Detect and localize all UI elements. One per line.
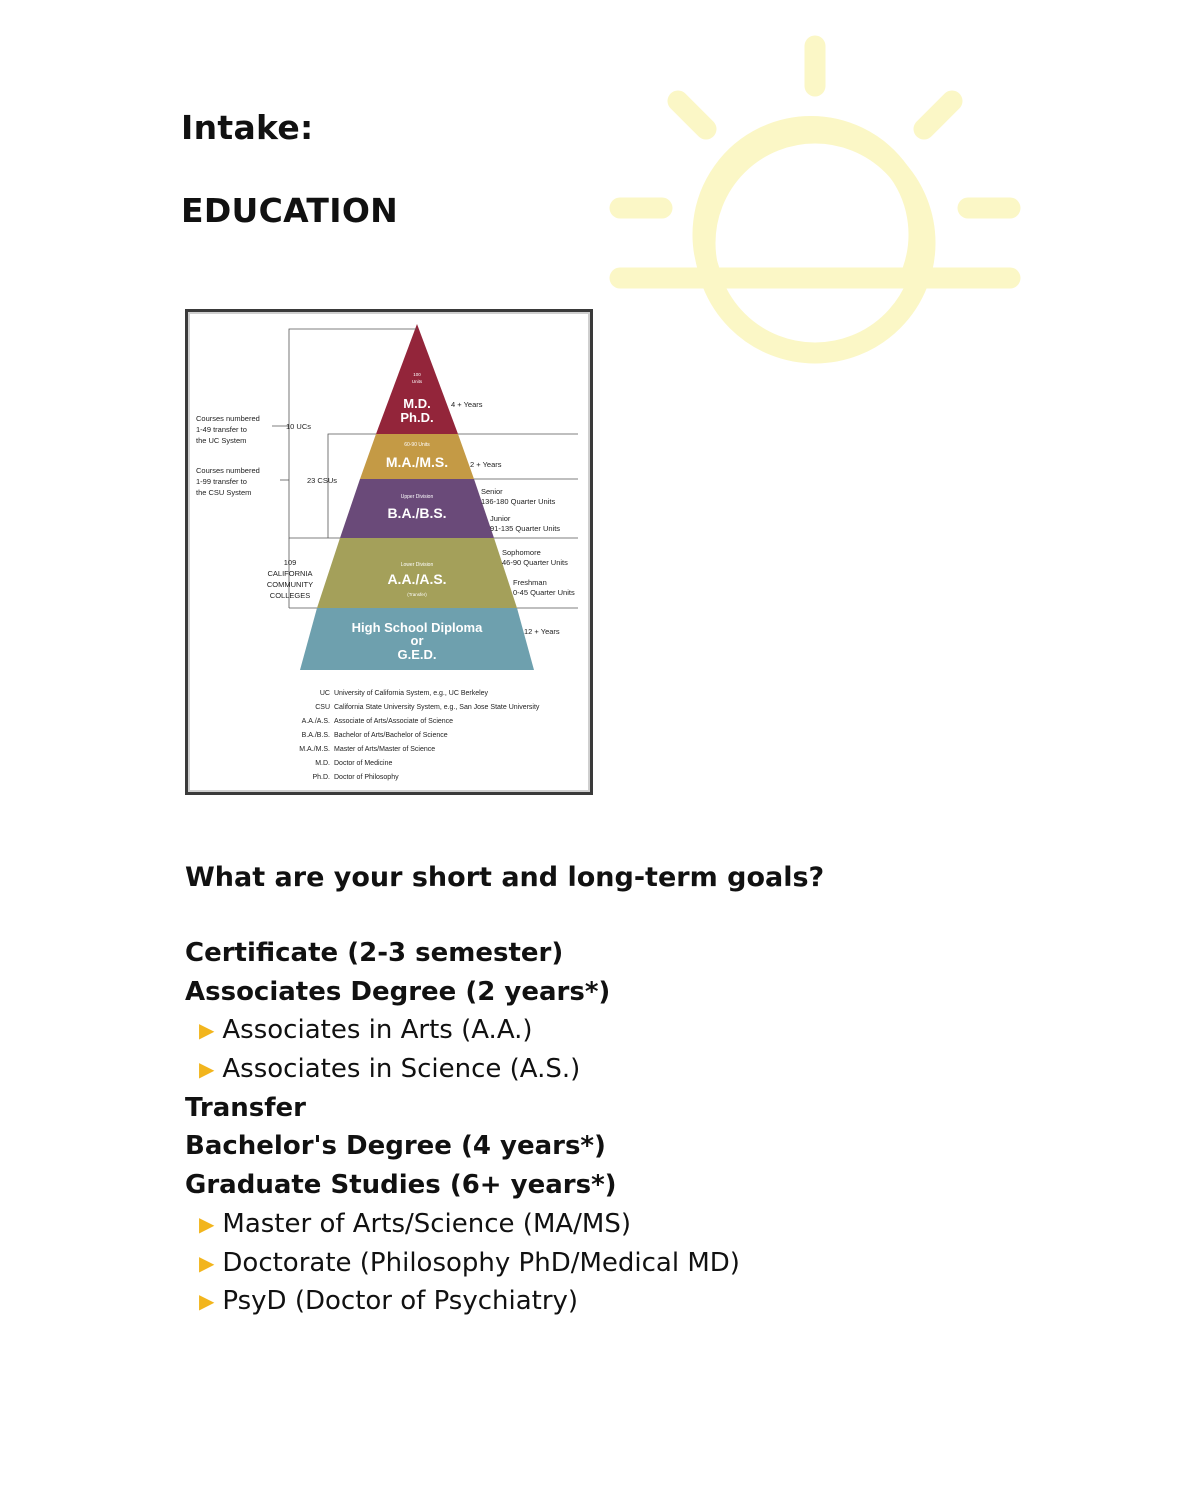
legend-abbr: M.D. xyxy=(315,760,330,767)
goal-sub-item xyxy=(185,1282,740,1321)
legend-abbr: CSU xyxy=(315,704,330,711)
legend-abbr: M.A./M.S. xyxy=(299,746,330,753)
goal-label: Bachelor's Degree (4 years*) xyxy=(185,1131,606,1162)
goal-sub-item xyxy=(185,1050,740,1089)
pyramid-tier-hs xyxy=(300,608,534,670)
goal-item xyxy=(185,1089,740,1128)
goal-sub-item xyxy=(185,1011,740,1050)
goal-label: Certificate (2-3 semester) xyxy=(185,938,564,968)
goal-sub-item xyxy=(185,1244,740,1283)
bullet-arrow-icon: ▶ xyxy=(199,1211,215,1236)
bullet-arrow-icon: ▶ xyxy=(199,1250,215,1275)
goals-list xyxy=(185,934,740,1321)
pyramid-tier-aaas xyxy=(317,538,517,608)
goal-label: Transfer xyxy=(185,1092,306,1123)
goal-sub-item xyxy=(185,1205,740,1244)
legend-def: California State University System, e.g., San Jose State University xyxy=(334,704,540,711)
tier-units: 100 Units xyxy=(411,372,423,384)
transfer-note: Courses numbered 1-49 transfer to the UC System xyxy=(196,414,260,445)
tier-label: B.A./B.S. xyxy=(387,505,447,521)
bullet-arrow-icon: ▶ xyxy=(199,1289,215,1314)
goal-item xyxy=(185,973,740,1012)
legend-def: Doctor of Philosophy xyxy=(334,774,399,781)
bracket-label: 10 UCs xyxy=(286,422,312,431)
goal-item xyxy=(185,1127,740,1166)
goal-label: Associates Degree (2 years*) xyxy=(185,976,611,1007)
tier-note: (Transfer) xyxy=(407,592,427,597)
legend-def: Master of Arts/Master of Science xyxy=(334,746,436,753)
tier-label: M.A./M.S. xyxy=(385,454,449,470)
bullet-arrow-icon: ▶ xyxy=(199,1057,215,1082)
sun-icon xyxy=(600,28,1030,368)
legend-abbr: A.A./A.S. xyxy=(301,718,330,725)
goal-item xyxy=(185,934,740,973)
legend-abbr: B.A./B.S. xyxy=(301,732,330,739)
year-label: 2 + Years xyxy=(470,460,502,469)
pyramid-tier-mdphd xyxy=(376,324,458,434)
goal-label: Associates in Science (A.S.) xyxy=(222,1054,581,1085)
legend-def: Doctor of Medicine xyxy=(334,760,393,767)
year-label: 12 + Years xyxy=(524,627,560,636)
tier-units: 60-90 Units xyxy=(404,442,430,448)
tier-label: A.A./A.S. xyxy=(387,571,447,587)
transfer-note: Courses numbered 1-99 transfer to the CSU System xyxy=(196,466,260,497)
section-title: EDUCATION xyxy=(181,191,399,230)
bracket-label: 23 CSUs xyxy=(307,476,338,485)
pyramid-tier-mams xyxy=(360,434,474,479)
goal-label: Doctorate (Philosophy PhD/Medical MD) xyxy=(222,1247,740,1278)
bullet-arrow-icon: ▶ xyxy=(199,1018,215,1043)
tier-label: High School Diploma or G.E.D. xyxy=(351,620,483,662)
legend-def: Associate of Arts/Associate of Science xyxy=(334,718,454,725)
year-label: Senior 136-180 Quarter Units xyxy=(481,487,556,506)
goal-label: Associates in Arts (A.A.) xyxy=(222,1015,533,1046)
goal-label: Master of Arts/Science (MA/MS) xyxy=(222,1208,632,1239)
year-label: 4 + Years xyxy=(451,400,483,409)
abbreviation-legend xyxy=(299,690,540,781)
year-label: Sophomore 46-90 Quarter Units xyxy=(502,548,568,567)
tier-units: Lower Division xyxy=(400,562,434,568)
tier-units: Upper Division xyxy=(400,494,434,500)
goals-question: What are your short and long-term goals? xyxy=(185,862,825,893)
legend-def: University of California System, e.g., UC Berkeley xyxy=(334,690,489,697)
year-label: Junior 91-135 Quarter Units xyxy=(490,514,561,533)
pyramid-tier-babs xyxy=(340,479,494,538)
goal-label: PsyD (Doctor of Psychiatry) xyxy=(222,1286,579,1317)
tier-label: M.D. Ph.D. xyxy=(400,396,434,425)
bracket-label: 109 CALIFORNIA COMMUNITY COLLEGES xyxy=(266,558,314,600)
goal-item xyxy=(185,1166,740,1205)
legend-abbr: UC xyxy=(319,690,330,697)
goal-label: Graduate Studies (6+ years*) xyxy=(185,1170,617,1201)
year-label: Freshman 0-45 Quarter Units xyxy=(513,578,575,597)
education-pyramid-figure xyxy=(185,309,593,795)
legend-abbr: Ph.D. xyxy=(312,774,330,781)
page-title: Intake: xyxy=(181,108,314,147)
legend-def: Bachelor of Arts/Bachelor of Science xyxy=(334,732,448,739)
